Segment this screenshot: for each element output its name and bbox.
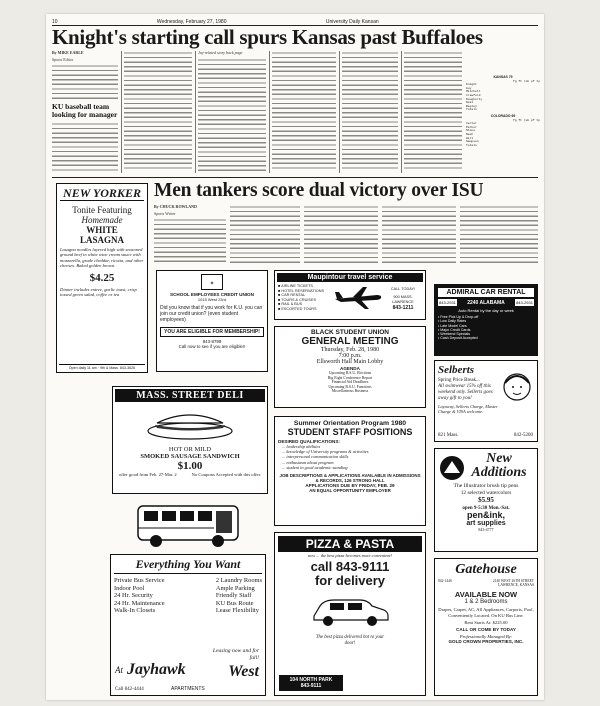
jayhawk-amenities-right (216, 577, 262, 615)
jayhawk-at: At (115, 665, 123, 675)
credit-union-cta: YOU ARE ELIGIBLE FOR MEMBERSHIP! (160, 327, 264, 337)
ad-credit-union (156, 270, 268, 372)
maupintour-services (278, 284, 328, 312)
box-score-player: Guy (466, 86, 472, 90)
ad-orientation (274, 416, 426, 526)
new-yorker-price: $4.25 (89, 271, 115, 284)
box-score-team2: COLORADO 69 (490, 113, 516, 118)
deli-hot: HOT OR MILD (168, 446, 212, 453)
admiral-service: • Free Pick Up & Drop-off (438, 315, 479, 319)
headline-tankers: Men tankers score dual victory over ISU (154, 180, 484, 201)
jayhawk-apts: APARTMENTS (171, 686, 205, 692)
gatehouse-phone: 842-1446 (438, 579, 452, 583)
admiral-services (438, 315, 534, 341)
new-additions-phone: 843-4777 (478, 526, 494, 532)
new-additions-store1: pen&ink, (466, 509, 505, 520)
story1-col3 (198, 51, 266, 171)
orientation-qual: ... leadership abilities (282, 444, 321, 449)
jayhawk-amenity: 24 Hr. Maintenance (114, 599, 165, 607)
selberts-addr: 821 Mass. (438, 433, 459, 438)
jayhawk-tag: Leasing now and for fall! (212, 648, 259, 661)
new-yorker-dinner: Dinner includes entree, garlic toast, crisp tossed green salad, coffee or tea (60, 286, 137, 298)
jayhawk-name2: West (228, 663, 259, 680)
pizza-name: PIZZA & PASTA (278, 536, 422, 552)
jayhawk-head: Everything You Want (114, 558, 262, 574)
bus-icon (110, 498, 266, 552)
gatehouse-rent: Rent Starts At: $225.00 (464, 620, 508, 626)
new-yorker-white: WHITE (86, 225, 118, 235)
selberts-phone: 842-5200 (513, 433, 533, 438)
orientation-qual: ... student in good academic standing (282, 464, 348, 470)
page-number: 10 (52, 19, 58, 25)
jayhawk-call: Call 842-4444 (115, 687, 144, 692)
gatehouse-call: CALL OR COME BY TODAY (456, 627, 516, 633)
credit-union-question: Did you know that if you work for K.U. you can join our credit union? (even student employees) (160, 305, 263, 323)
gatehouse-name: Gatehouse (455, 562, 517, 577)
admiral-service: • Late Model Cars (438, 323, 467, 328)
orientation-apply: JOB DESCRIPTIONS & APPLICATIONS AVAILABLE IN ADMISSIONS & RECORDS, 126 STRONG HALL (279, 473, 421, 484)
text-block (52, 122, 118, 171)
orientation-title: Summer Orientation Program 1980 (293, 420, 407, 427)
box-score-player: Hill (466, 136, 474, 140)
ad-maupintour (274, 270, 426, 320)
jayhawk-amenity: Indoor Pool (114, 584, 145, 592)
story1-col1 (52, 51, 118, 171)
ad-selberts (434, 360, 538, 442)
ad-admiral (434, 284, 538, 356)
maupintour-service: ■ AIRLINE TICKETS (278, 284, 313, 288)
box-score-cols: fg ft reb pf tp (512, 79, 540, 83)
pizza-call: call 843-9111 (310, 559, 390, 574)
ad-new-additions (434, 448, 538, 552)
box-score-player: Totals (466, 108, 477, 112)
orientation-sub: STUDENT STAFF POSITIONS (287, 427, 413, 437)
jayhawk-amenity: 2 Laundry Rooms (215, 577, 262, 584)
admiral-tagline: Auto Rental by the day or week (458, 308, 514, 313)
story1-col5 (342, 51, 398, 171)
orientation-qual: ... knowledge of University programs & activities (282, 449, 369, 455)
story2-col2 (230, 205, 300, 265)
ad-mass-street-deli (112, 386, 268, 494)
bsu-time: 7:00 p.m. (338, 353, 362, 359)
maupintour-service: ■ TOURS & CRUISES (278, 297, 317, 302)
credit-union-phone: 843-8798 (202, 339, 222, 344)
box-score-player: Nash (466, 132, 474, 136)
maupintour-service: ■ CAR RENTAL (278, 293, 306, 298)
jayhawk-amenity: 24 Hr. Security (114, 592, 153, 600)
story1-byline: By MIKE EARLE (52, 51, 84, 55)
story2-col1 (154, 205, 226, 265)
box-score-player: Totals (466, 143, 477, 147)
jump-note: Jay-related story back page (198, 51, 243, 55)
airplane-icon (333, 285, 383, 311)
credit-union-logo: ◈ (201, 274, 223, 290)
box-score-player: Dougherty (466, 97, 483, 101)
orientation-qual: ... enthusiasm about program (282, 459, 334, 465)
selberts-line3: Layaway, Sellerts Charge, Master Charge & VISA welcome. (438, 404, 498, 415)
gatehouse-company: GOLD CROWN PROPERTIES, INC. (448, 639, 524, 645)
maupintour-addr: 900 MASS. LAWRENCE (392, 295, 414, 304)
maupintour-call: CALL TODAY! (390, 287, 416, 291)
story2-col3 (304, 205, 378, 265)
pizza-delivery: for delivery (314, 573, 386, 588)
pizza-phone: 843-9111 (300, 683, 322, 689)
admiral-service: • Major Credit Cards (438, 327, 471, 332)
selberts-line1: Spring Price Break... (438, 378, 480, 383)
newspaper-page (46, 14, 544, 700)
pizza-car-caption: The best pizza delivered hot to your door! (315, 635, 385, 646)
credit-union-call: Call now to see if you are eligible!! (178, 344, 246, 349)
pizza-addr: 104 NORTH PARK (289, 677, 333, 683)
credit-union-name: SCHOOL EMPLOYEES CREDIT UNION (170, 292, 254, 297)
story2-byline-role: Sports Writer (154, 210, 176, 216)
folio-date: Wednesday, February 27, 1980 (156, 19, 227, 25)
new-additions-sub: 12 selected watercolors (460, 489, 512, 496)
orientation-qual: ... interpersonal communication skills (282, 454, 349, 460)
gatehouse-addr: 2140 WEST 26TH STREET LAWRENCE, KANSAS (492, 579, 534, 588)
gatehouse-mgr: Professionally Managed By: (459, 634, 513, 640)
new-additions-store2: art supplies (466, 519, 506, 527)
orientation-eeo: AN EQUAL OPPORTUNITY EMPLOYER (309, 488, 391, 494)
admiral-addr: 2240 ALABAMA (467, 299, 505, 306)
box-score-player: Knight (466, 83, 477, 87)
bsu-agenda-item: Financial Aid Deadlines (331, 380, 369, 384)
jayhawk-amenity: Lease Flexibility (215, 607, 259, 615)
new-yorker-footer: Open daily 11 am · 9th & Mass. 843-3626 (59, 364, 145, 370)
admiral-phone-right: 843-2931 (516, 300, 533, 305)
maupintour-name: Maupintour travel service (277, 273, 423, 282)
bsu-org: BLACK STUDENT UNION (311, 329, 389, 336)
orientation-desired: DESIRED QUALIFICATIONS: (278, 439, 340, 444)
bsu-agenda-label: AGENDA (340, 366, 360, 371)
text-block (52, 64, 118, 100)
admiral-service: • Weekend Specials (438, 332, 470, 337)
jayhawk-amenity: Friendly Staff (215, 592, 252, 600)
selberts-name: Selberts (438, 364, 475, 376)
box-score-player: Stone (466, 129, 476, 133)
jayhawk-amenity: Private Bus Service (114, 577, 165, 584)
delivery-car-icon (310, 592, 390, 628)
ad-gatehouse (434, 558, 538, 696)
story2-byline: By CHUCK ROWLAND (154, 205, 197, 209)
bsu-agenda-item: Upcoming B.S.U. Functions (328, 384, 372, 389)
admiral-phone-left: 843-2931 (439, 300, 456, 305)
jayhawk-amenity: Walk-In Closets (114, 607, 156, 615)
ad-new-yorker (56, 183, 148, 373)
orientation-quals (278, 444, 422, 470)
bsu-agenda (277, 371, 423, 394)
maupintour-service: ■ RAIL & BUS (278, 302, 303, 307)
bsu-title: GENERAL MEETING (301, 336, 399, 347)
new-yorker-homemade: Homemade (81, 215, 123, 225)
new-additions-name2: Additions (471, 465, 527, 480)
story1-col6 (404, 51, 462, 171)
ad-pizza-pasta (274, 532, 426, 696)
folio-paper: University Daily Kansan (325, 19, 379, 25)
ad-jayhawk-west (110, 554, 266, 696)
story2-col5 (460, 205, 538, 265)
jayhawk-amenities-left (114, 577, 165, 615)
brush-logo-icon (439, 455, 465, 481)
maupintour-service: ■ ESCORTED TOURS (278, 306, 317, 311)
maupintour-phone: 843-1211 (392, 305, 414, 311)
deli-name: MASS. STREET DELI (115, 389, 265, 402)
new-additions-name1: New (486, 451, 512, 466)
bsu-agenda-item: Big Eight Conference Report (327, 375, 373, 380)
story1-byline-role: Sports Editor (52, 56, 74, 62)
bsu-agenda-item: Miscellaneous Business (331, 389, 369, 393)
selberts-line2: All swimwear 15% off this weekend only. Sellerts goes away gift to you! (438, 384, 493, 401)
bsu-date: Thursday, Feb. 28, 1980 (320, 347, 380, 353)
sandwich-icon (145, 405, 235, 441)
box-score-player: Sampson (466, 140, 479, 144)
deli-coupon: No Coupons Accepted with this offer. (191, 472, 261, 477)
admiral-service: • Low Daily Rates (438, 319, 467, 324)
box-score-player: Carter (466, 122, 477, 126)
deli-item: SMOKED SAUSAGE SANDWICH (140, 453, 240, 460)
jayhawk-amenity: KU Bus Route (215, 599, 254, 607)
headline-knight: Knight's starting call spurs Kansas past Buffaloes (52, 25, 483, 49)
box-score-rows1 (466, 83, 540, 112)
jayhawk-amenity: Ample Parking (215, 584, 255, 592)
box-score-cols: fg ft reb pf tp (512, 118, 540, 122)
new-yorker-name: NEW YORKER (60, 187, 144, 201)
gatehouse-beds: 1 & 2 Bedrooms (464, 599, 508, 606)
box-score-team1: KANSAS 79 (493, 75, 513, 79)
box-score-player: Parker (466, 125, 477, 129)
pizza-tag: now ... the best pizza becomes more convenient! (307, 553, 393, 558)
box-score-player: Neal (466, 101, 474, 105)
deli-price: $1.00 (177, 460, 203, 472)
box-score (466, 76, 540, 172)
gatehouse-avail: AVAILABLE NOW (454, 590, 518, 600)
new-yorker-desc: Lasagna noodles layered high with seasoned ground beef in white wine cream sauce with mozzarella, grade cheddar, ricotta, and other cheeses. Baked golden brown. (60, 247, 144, 269)
new-additions-price: $5.95 (478, 495, 494, 504)
story1-col4 (272, 51, 336, 171)
jayhawk-name1: Jayhawk (127, 661, 186, 678)
admiral-name: ADMIRAL CAR RENTAL (438, 288, 534, 297)
admiral-service: • Cash Deposit Accepted (438, 336, 478, 341)
box-score-player: Mitchell (466, 90, 481, 94)
story2-col4 (382, 205, 456, 265)
bsu-agenda-item: Upcoming B.S.U. Elections (328, 371, 372, 375)
maupintour-service: ■ HOTEL RESERVATIONS (278, 288, 325, 293)
woman-illustration (501, 371, 533, 411)
box-score-player: Bagley (466, 104, 477, 108)
ad-bsu-meeting (274, 326, 426, 408)
bsu-place: Ellsworth Hall Main Lobby (316, 359, 384, 365)
new-yorker-lasagna: LASAGNA (79, 235, 124, 245)
story1-subhead: KU baseball team looking for manager (52, 102, 118, 120)
new-additions-item: The Illustrator brush tip pens (453, 483, 519, 489)
orientation-due: APPLICATIONS DUE BY FRIDAY, FEB. 29 (305, 483, 395, 489)
bus-illustration (110, 498, 266, 552)
credit-union-addr: 1015 West 23rd (197, 297, 227, 302)
gatehouse-features: Drapes, Carpet, AC, All Appliances, Carports, Pool, Conveniently Located. On KU Bus Line. (438, 607, 534, 618)
new-yorker-tag: Tonite Featuring (72, 205, 132, 215)
deli-offer: offer good from Feb. 27-Mar. 2 (119, 472, 177, 477)
new-additions-hours: open 9-5:30 Mon.-Sat. (462, 505, 510, 511)
story1-col2 (124, 51, 192, 171)
box-score-player: Crawford (466, 93, 481, 97)
box-score-rows2 (466, 122, 540, 147)
